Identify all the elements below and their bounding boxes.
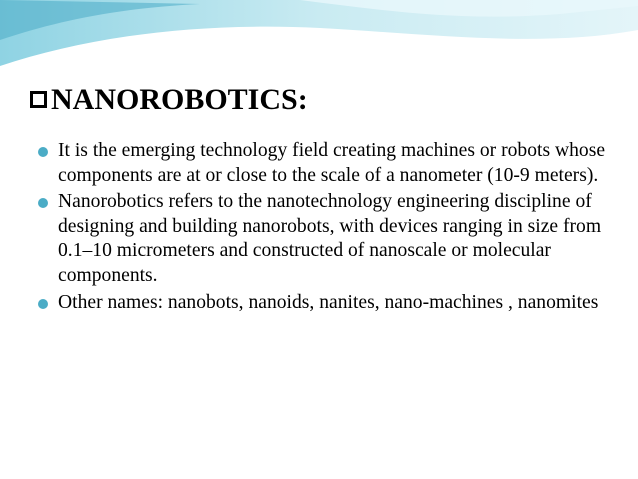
list-item bbox=[38, 139, 618, 188]
list-item bbox=[38, 291, 618, 316]
bullet-list bbox=[38, 139, 618, 317]
round-bullet-icon bbox=[38, 147, 48, 157]
list-item bbox=[38, 190, 618, 288]
slide-title-text: NANOROBOTICS: bbox=[51, 83, 308, 116]
slide-title bbox=[30, 80, 308, 120]
list-item-text: Nanorobotics refers to the nanotechnology engineering discipline of designing and building nanorobots, with devices ranging in size from 0.1–10 micrometers and constructed of nanoscale or molecular components. bbox=[58, 191, 602, 286]
hollow-square-bullet-icon bbox=[30, 91, 47, 108]
list-item-text: Other names: nanobots, nanoids, nanites, nano-machines , nanomites bbox=[58, 291, 599, 313]
header-wave-decoration bbox=[0, 0, 638, 80]
list-item-text: It is the emerging technology field creating machines or robots whose components are at or close to the scale of a nanometer (10-9 meters). bbox=[58, 140, 606, 186]
round-bullet-icon bbox=[38, 198, 48, 208]
round-bullet-icon bbox=[38, 299, 48, 309]
